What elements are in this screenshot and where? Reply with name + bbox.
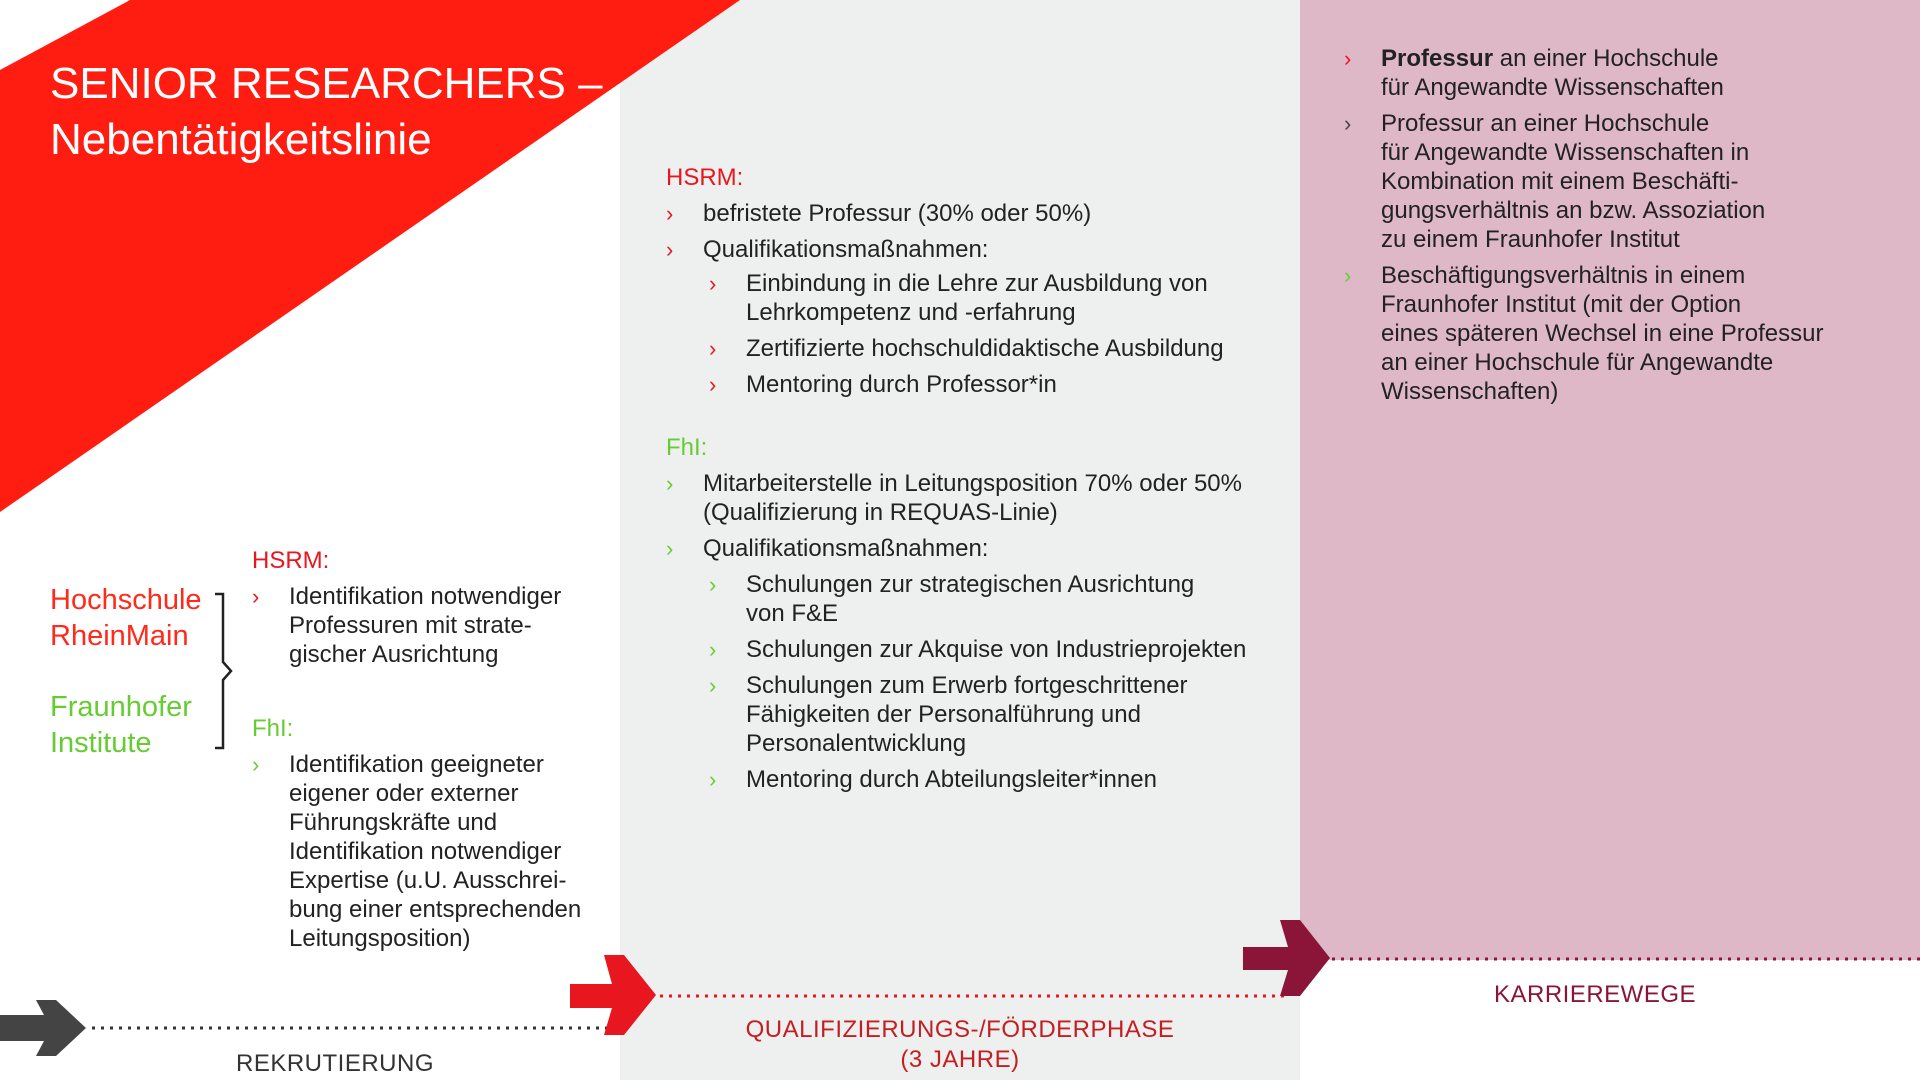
arrow-right-icon bbox=[1243, 920, 1330, 996]
chevron-right-icon: › bbox=[709, 637, 717, 662]
qualification-fhi-list bbox=[666, 469, 1283, 570]
qualification-fhi-sublist bbox=[709, 570, 1286, 801]
chevron-right-icon: › bbox=[666, 201, 674, 226]
career-item-1-rest: an einer Hochschule für Angewandte Wissenschaften bbox=[1381, 45, 1724, 101]
title-line-1: SENIOR RESEARCHERS – bbox=[50, 59, 603, 108]
list-item bbox=[1344, 109, 1901, 254]
list-item bbox=[666, 469, 1283, 527]
chevron-right-icon: › bbox=[709, 673, 717, 698]
career-list bbox=[1344, 44, 1901, 413]
qualification-fhi-label: FhI: bbox=[666, 434, 708, 461]
career-item-1-bold: Professur bbox=[1381, 45, 1494, 72]
list-item bbox=[1344, 261, 1901, 406]
qualification-fhi-item-1: Mitarbeiterstelle in Leitungsposition 70% oder 50% (Qualifizierung in REQUAS-Linie) bbox=[703, 470, 1242, 526]
phase-qualification-label bbox=[720, 1015, 1200, 1075]
qualification-fhi-subitem-1: Schulungen zur strategischen Ausrichtung von F&E bbox=[746, 571, 1195, 627]
list-item bbox=[709, 671, 1286, 758]
org-fhi-line2: Institute bbox=[50, 727, 152, 759]
list-item bbox=[709, 269, 1286, 327]
list-item bbox=[666, 199, 1283, 228]
list-item bbox=[252, 582, 619, 669]
chevron-right-icon: › bbox=[666, 471, 674, 496]
qualification-hsrm-item-2: Qualifikationsmaßnahmen: bbox=[703, 236, 989, 263]
qualification-fhi-item-2: Qualifikationsmaßnahmen: bbox=[703, 535, 989, 562]
list-item bbox=[1344, 44, 1901, 102]
qualification-hsrm-subitem-1: Einbindung in die Lehre zur Ausbildung von Lehrkompetenz und -erfahrung bbox=[746, 270, 1208, 326]
list-item bbox=[666, 534, 1283, 563]
chevron-right-icon: › bbox=[1344, 111, 1352, 136]
org-hsrm-line1: Hochschule bbox=[50, 584, 202, 616]
chevron-right-icon: › bbox=[252, 752, 260, 777]
list-item bbox=[709, 334, 1286, 363]
qualification-fhi-subitem-2: Schulungen zur Akquise von Industrieprojekten bbox=[746, 636, 1247, 663]
qualification-fhi-subitem-3: Schulungen zum Erwerb fortgeschrittener Fähigkeiten der Personalführung und Personalentwicklung bbox=[746, 672, 1188, 757]
org-hsrm-line2: RheinMain bbox=[50, 620, 189, 652]
chevron-right-icon: › bbox=[709, 572, 717, 597]
chevron-right-icon: › bbox=[1344, 46, 1352, 71]
qualification-hsrm-list bbox=[666, 199, 1283, 271]
chevron-right-icon: › bbox=[709, 336, 717, 361]
qualification-hsrm-sublist bbox=[709, 269, 1286, 406]
chevron-right-icon: › bbox=[709, 372, 717, 397]
recruitment-fhi-item-1: Identifikation geeigneter eigener oder externer Führungskräfte und Identifikation notwendiger Expertise (u.U. Ausschrei- bung einer entsprechenden Leitungsposition) bbox=[289, 751, 582, 952]
list-item bbox=[709, 635, 1286, 664]
qualification-hsrm-label: HSRM: bbox=[666, 164, 744, 191]
list-item bbox=[666, 235, 1283, 264]
arrow-right-icon bbox=[570, 955, 656, 1035]
recruitment-fhi-label: FhI: bbox=[252, 715, 294, 742]
qualification-hsrm-subitem-3: Mentoring durch Professor*in bbox=[746, 371, 1057, 398]
chevron-right-icon: › bbox=[1344, 263, 1352, 288]
phase-qualification-line2: (3 JAHRE) bbox=[900, 1046, 1020, 1073]
phase-qualification-line1: QUALIFIZIERUNGS-/FÖRDERPHASE bbox=[745, 1016, 1175, 1043]
recruitment-hsrm-list bbox=[252, 582, 619, 676]
org-hsrm bbox=[50, 582, 202, 654]
qualification-fhi-subitem-4: Mentoring durch Abteilungsleiter*innen bbox=[746, 766, 1157, 793]
list-item bbox=[709, 765, 1286, 794]
phase-recruitment-label: REKRUTIERUNG bbox=[235, 1050, 434, 1077]
chevron-right-icon: › bbox=[252, 584, 260, 609]
page-title bbox=[50, 56, 603, 168]
career-item-2: Professur an einer Hochschule für Angewandte Wissenschaften in Kombination mit einem Beschäfti- gungsverhältnis an bzw. Assoziation zu einem Fraunhofer Institut bbox=[1381, 110, 1766, 253]
title-line-2: Nebentätigkeitslinie bbox=[50, 115, 432, 164]
list-item bbox=[709, 370, 1286, 399]
phase-career-label: KARRIEREWEGE bbox=[1493, 981, 1697, 1008]
curly-bracket-icon bbox=[213, 592, 233, 750]
chevron-right-icon: › bbox=[666, 536, 674, 561]
career-item-3: Beschäftigungsverhältnis in einem Fraunhofer Institut (mit der Option eines späteren Wechsel in eine Professur an einer Hochschule für Angewandte Wissenschaften) bbox=[1381, 262, 1824, 405]
chevron-right-icon: › bbox=[709, 271, 717, 296]
recruitment-hsrm-item-1: Identifikation notwendiger Professuren mit strate- gischer Ausrichtung bbox=[289, 583, 562, 668]
arrow-right-icon bbox=[0, 1000, 86, 1056]
org-fhi bbox=[50, 689, 192, 761]
recruitment-hsrm-label: HSRM: bbox=[252, 547, 330, 574]
org-fhi-line1: Fraunhofer bbox=[50, 691, 192, 723]
qualification-hsrm-subitem-2: Zertifizierte hochschuldidaktische Ausbildung bbox=[746, 335, 1224, 362]
qualification-hsrm-item-1: befristete Professur (30% oder 50%) bbox=[703, 200, 1092, 227]
list-item bbox=[709, 570, 1286, 628]
chevron-right-icon: › bbox=[709, 767, 717, 792]
chevron-right-icon: › bbox=[666, 237, 674, 262]
